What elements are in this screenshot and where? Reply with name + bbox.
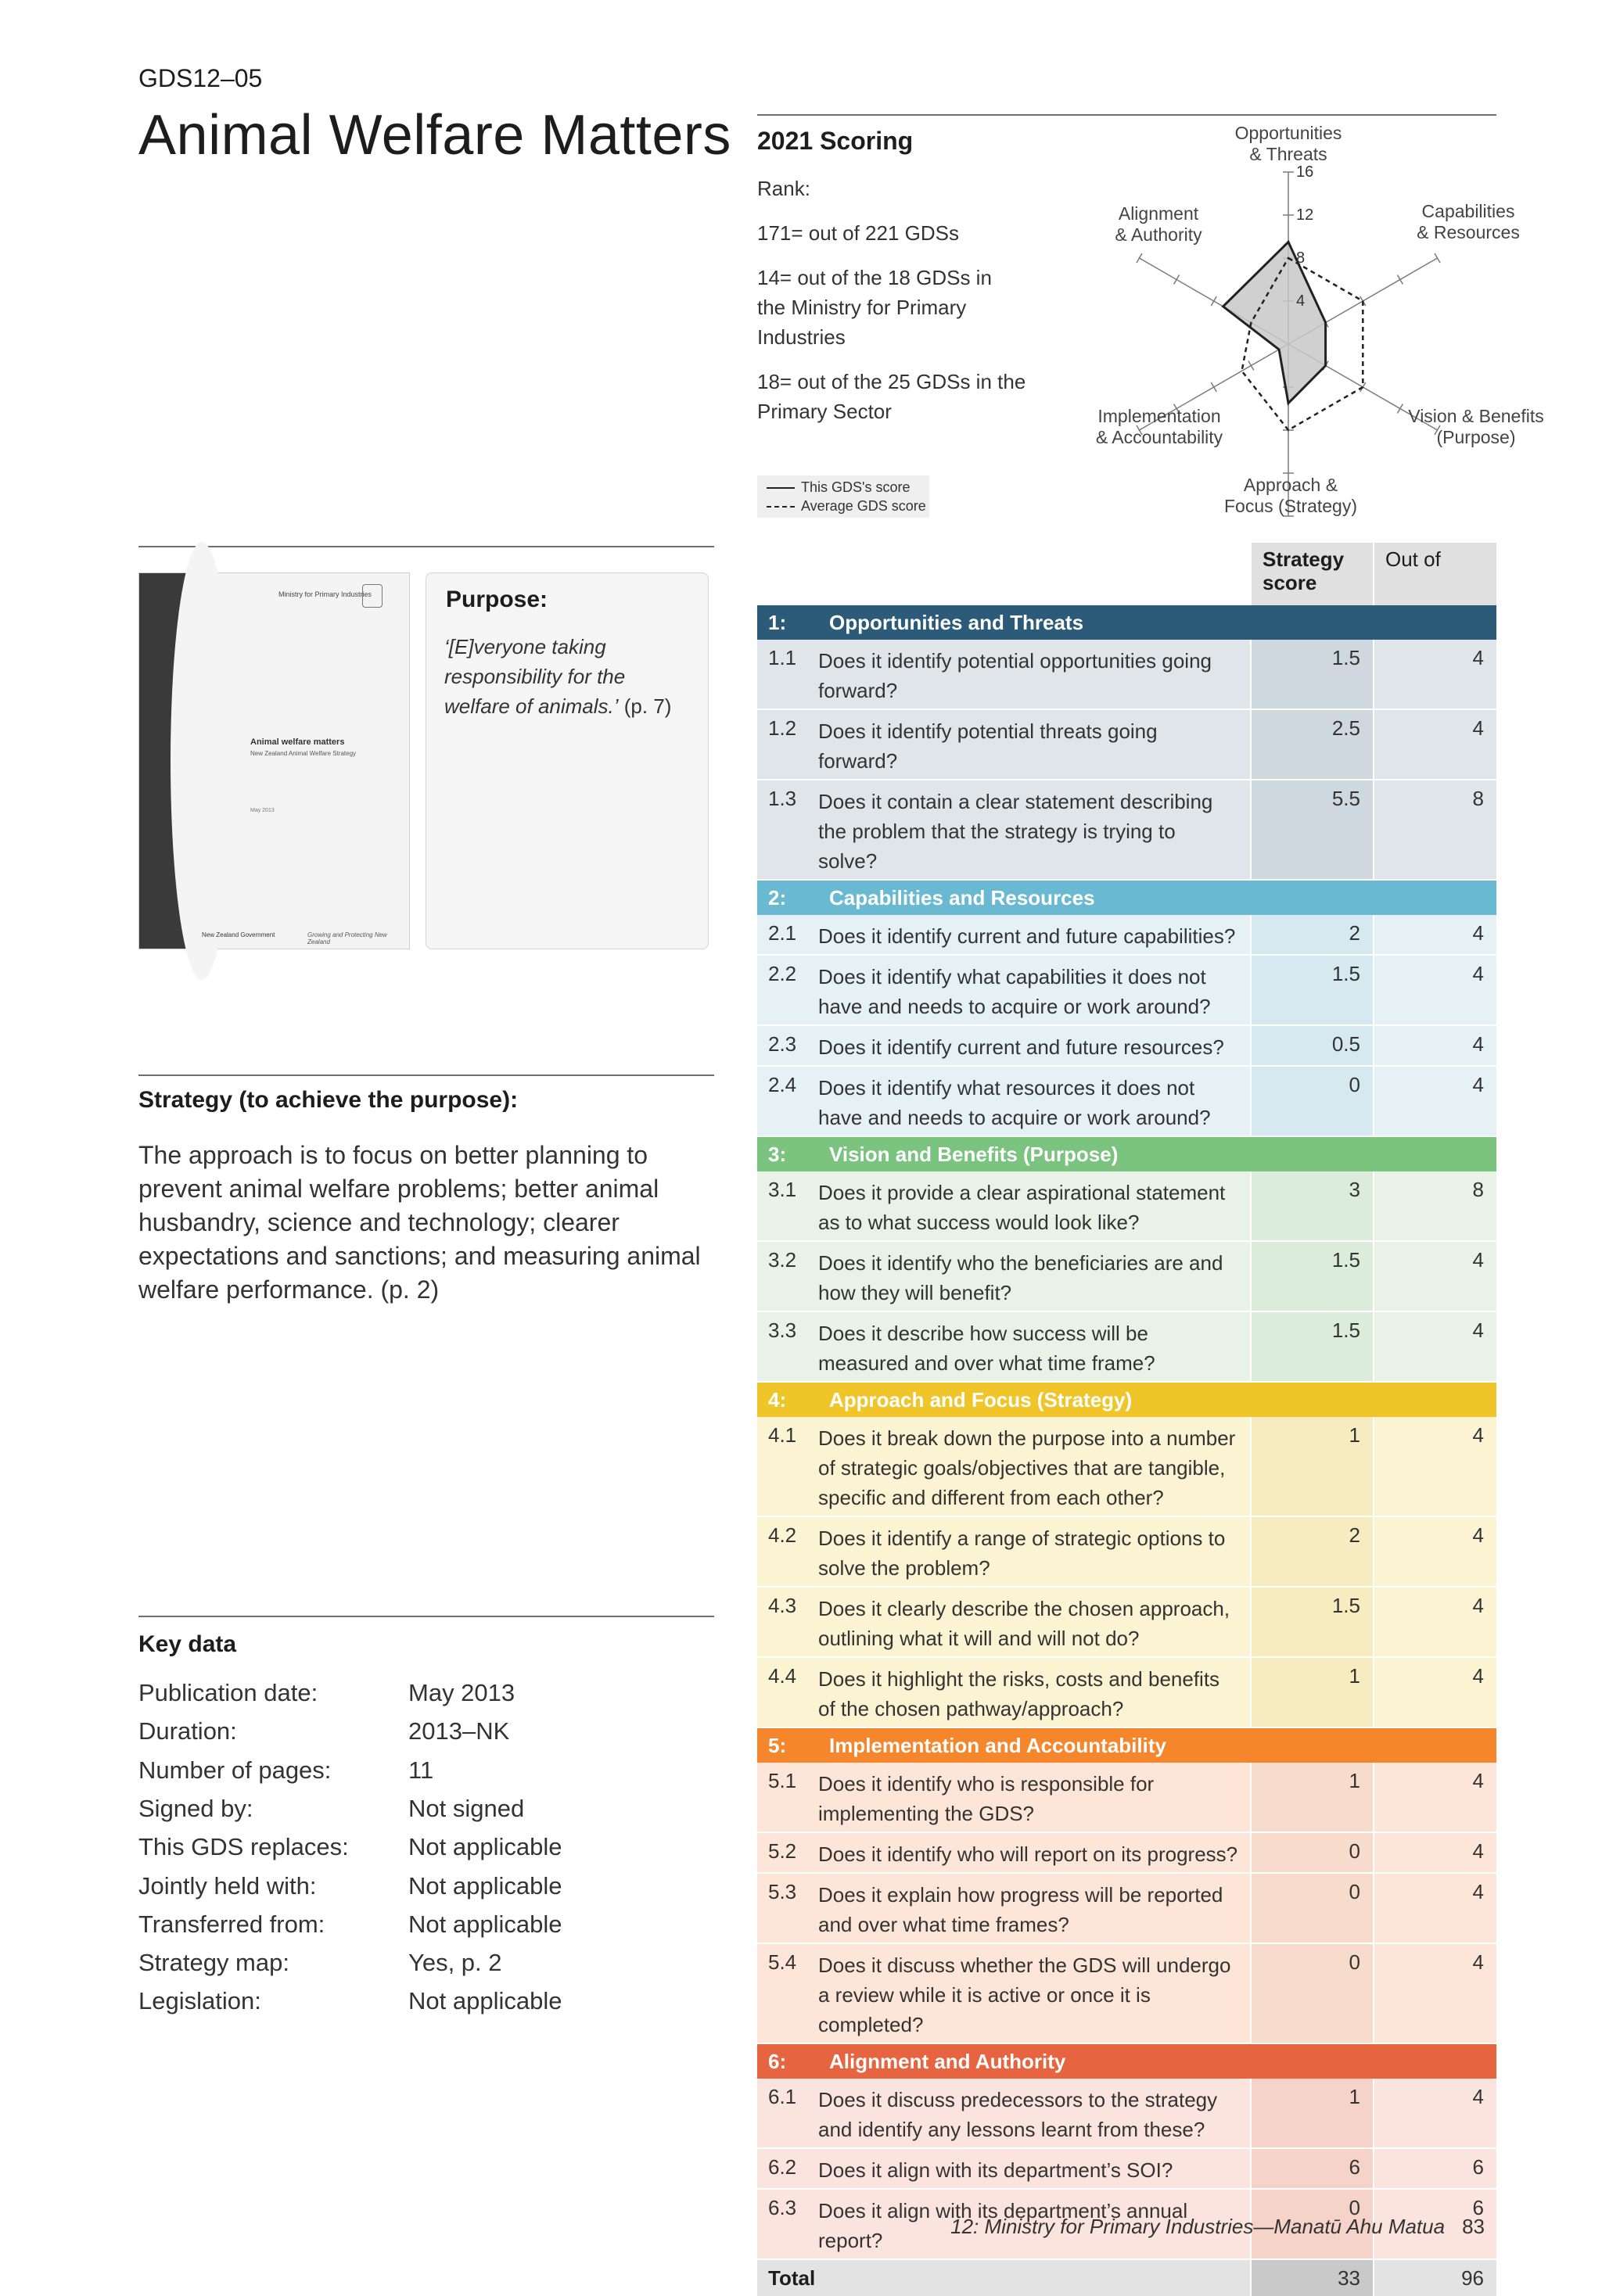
- key-data-key: Transferred from:: [138, 1910, 325, 1938]
- table-row: [757, 1587, 1496, 1657]
- section-title: Alignment and Authority: [829, 2050, 1066, 2073]
- strategy-score: 0.5: [1251, 1025, 1374, 1066]
- divider: [138, 1616, 714, 1617]
- question-text: Does it provide a clear aspirational statement as to what success would look like?: [818, 1171, 1251, 1241]
- section-header-row: [757, 1727, 1496, 1763]
- crest-icon: [362, 584, 383, 608]
- footer-text: 12: Ministry for Primary Industries—Manatū Ahu Matua: [950, 2215, 1446, 2238]
- table-row: [757, 1171, 1496, 1241]
- question-text: Does it explain how progress will be reported and over what time frames?: [818, 1873, 1251, 1943]
- table-row: [757, 1417, 1496, 1516]
- header-spacer: [757, 543, 1251, 605]
- out-of-value: 4: [1374, 1241, 1496, 1311]
- radar-axis-label: Capabilities & Resources: [1417, 201, 1520, 242]
- table-row: [757, 640, 1496, 709]
- cover-title: Animal welfare matters: [250, 737, 345, 747]
- page-title: Animal Welfare Matters: [138, 104, 731, 167]
- question-number: 5.2: [757, 1832, 818, 1873]
- table-row: [757, 1657, 1496, 1727]
- key-data-key: Strategy map:: [138, 1949, 289, 1977]
- question-number: 5.3: [757, 1873, 818, 1943]
- strategy-score: 2: [1251, 915, 1374, 955]
- radar-axis-label: Implementation & Accountability: [1095, 406, 1223, 447]
- strategy-score: 1.5: [1251, 1587, 1374, 1657]
- key-data-value: Not applicable: [408, 1987, 562, 2015]
- question-text: Does it identify who will report on its progress?: [818, 1832, 1251, 1873]
- question-text: Does it align with its department’s annual report?: [818, 2189, 1251, 2259]
- section-number: 6:: [768, 2050, 787, 2073]
- legend-label: This GDS's score: [801, 479, 911, 495]
- solid-line-swatch: [767, 487, 795, 489]
- radar-axis-label: Vision & Benefits (Purpose): [1408, 406, 1544, 447]
- table-row: [757, 2148, 1496, 2189]
- strategy-score: 3: [1251, 1171, 1374, 1241]
- strategy-score: 0: [1251, 1943, 1374, 2043]
- key-data-value: Not applicable: [408, 1910, 562, 1938]
- strategy-score: 2.5: [1251, 709, 1374, 780]
- out-of-value: 4: [1374, 709, 1496, 780]
- section-title: Approach and Focus (Strategy): [829, 1388, 1133, 1412]
- radar-series-this-score: [1223, 242, 1326, 403]
- table-row: [757, 1066, 1496, 1136]
- page-number: 83: [1462, 2215, 1485, 2238]
- section-number: 3:: [768, 1143, 787, 1166]
- question-number: 3.1: [757, 1171, 818, 1241]
- question-text: Does it identify what capabilities it does not have and needs to acquire or work around?: [818, 955, 1251, 1025]
- table-row: [757, 1241, 1496, 1311]
- question-text: Does it break down the purpose into a number of strategic goals/objectives that are tangible, specific and different from each other?: [818, 1417, 1251, 1516]
- question-number: 5.4: [757, 1943, 818, 2043]
- purpose-ref: (p. 7): [618, 694, 672, 718]
- key-data-value: 11: [408, 1756, 434, 1784]
- section-header-row: [757, 605, 1496, 640]
- question-number: 2.1: [757, 915, 818, 955]
- question-text: Does it identify potential threats going forward?: [818, 709, 1251, 780]
- rank-line: 14= out of the 18 GDSs in the Ministry for Primary Industries: [757, 266, 992, 349]
- legend-label: Average GDS score: [801, 498, 926, 514]
- section-number: 2:: [768, 886, 787, 909]
- strategy-score: 0: [1251, 1066, 1374, 1136]
- legend-item-this-score: [767, 478, 910, 497]
- total-score: 33: [1251, 2259, 1374, 2296]
- strategy-score: 5.5: [1251, 780, 1374, 880]
- strategy-score: 0: [1251, 1873, 1374, 1943]
- out-of-value: 4: [1374, 1066, 1496, 1136]
- page-footer: [950, 2215, 1485, 2239]
- strategy-score: 1.5: [1251, 1311, 1374, 1382]
- table-row: [757, 1832, 1496, 1873]
- out-of-value: 4: [1374, 1587, 1496, 1657]
- key-data-label: Key data: [138, 1631, 237, 1657]
- strategy-text: The approach is to focus on better planning to prevent animal welfare problems; better animal husbandry, science and technology; clearer expectations and sanctions; and measuring animal welfare performance. (p. 2): [138, 1141, 701, 1304]
- total-out-of: 96: [1374, 2259, 1496, 2296]
- section-title: Implementation and Accountability: [829, 1734, 1166, 1757]
- question-text: Does it identify potential opportunities going forward?: [818, 640, 1251, 709]
- column-header-strategy-score: Strategy score: [1251, 543, 1374, 605]
- table-row: [757, 1025, 1496, 1066]
- radar-tick-mark: [1248, 361, 1254, 370]
- question-text: Does it highlight the risks, costs and benefits of the chosen pathway/approach?: [818, 1657, 1251, 1727]
- out-of-value: 4: [1374, 1311, 1496, 1382]
- table-row: [757, 1311, 1496, 1382]
- section-title: Capabilities and Resources: [829, 886, 1095, 909]
- key-data-value: May 2013: [408, 1679, 515, 1706]
- total-label: Total: [768, 2266, 816, 2290]
- radar-tick-label: 12: [1296, 206, 1314, 224]
- question-text: Does it identify current and future capabilities?: [818, 915, 1251, 955]
- section-title: Vision and Benefits (Purpose): [829, 1143, 1119, 1166]
- table-row: [757, 1763, 1496, 1832]
- divider: [138, 546, 714, 547]
- out-of-value: 8: [1374, 1171, 1496, 1241]
- table-row: [757, 955, 1496, 1025]
- out-of-value: 4: [1374, 1873, 1496, 1943]
- radar-tick-mark: [1397, 404, 1403, 413]
- document-cover-thumbnail: [138, 572, 410, 949]
- table-row: [757, 1873, 1496, 1943]
- cover-footer-left: New Zealand Government: [202, 931, 275, 938]
- question-number: 1.3: [757, 780, 818, 880]
- cover-ministry: Ministry for Primary Industries: [278, 590, 372, 598]
- rank-line: 18= out of the 25 GDSs in the Primary Sector: [757, 370, 1026, 423]
- strategy-score: 1.5: [1251, 640, 1374, 709]
- strategy-score: 1: [1251, 1657, 1374, 1727]
- purpose-text: [444, 632, 695, 721]
- purpose-card: [426, 572, 709, 949]
- question-number: 1.2: [757, 709, 818, 780]
- section-header-row: [757, 2043, 1496, 2079]
- question-text: Does it describe how success will be measured and over what time frame?: [818, 1311, 1251, 1382]
- section-header-row: [757, 1136, 1496, 1171]
- radar-axis-label: Opportunities & Threats: [1234, 123, 1342, 164]
- radar-axis-label: Approach & Focus (Strategy): [1224, 475, 1357, 516]
- out-of-value: 4: [1374, 1516, 1496, 1587]
- table-row: [757, 709, 1496, 780]
- strategy-score: 1: [1251, 1417, 1374, 1516]
- question-number: 6.2: [757, 2148, 818, 2189]
- strategy-score: 1.5: [1251, 1241, 1374, 1311]
- radar-axis-label: Alignment & Authority: [1115, 203, 1202, 245]
- out-of-value: 6: [1374, 2189, 1496, 2259]
- question-text: Does it identify a range of strategic options to solve the problem?: [818, 1516, 1251, 1587]
- column-header-out-of: Out of: [1374, 543, 1496, 605]
- strategy-score: 1.5: [1251, 955, 1374, 1025]
- cover-curve: [171, 542, 233, 980]
- section-number: 1:: [768, 611, 787, 634]
- radar-tick-mark: [1397, 274, 1403, 284]
- table-column-header-row: [757, 543, 1496, 605]
- question-text: Does it discuss whether the GDS will undergo a review while it is active or once it is completed?: [818, 1943, 1251, 2043]
- total-row: [757, 2259, 1496, 2296]
- key-data-value: Not applicable: [408, 1871, 562, 1900]
- out-of-value: 4: [1374, 955, 1496, 1025]
- strategy-score: 1: [1251, 2079, 1374, 2148]
- key-data-value: Not signed: [408, 1794, 525, 1822]
- out-of-value: 4: [1374, 2079, 1496, 2148]
- question-number: 3.3: [757, 1311, 818, 1382]
- out-of-value: 4: [1374, 1832, 1496, 1873]
- table-row: [757, 2079, 1496, 2148]
- out-of-value: 8: [1374, 780, 1496, 880]
- radar-tick-label: 4: [1296, 292, 1306, 310]
- purpose-quote: ‘[E]veryone taking responsibility for the welfare of animals.’: [444, 635, 626, 718]
- radar-tick-mark: [1137, 253, 1142, 263]
- question-number: 4.3: [757, 1587, 818, 1657]
- key-data-key: Duration:: [138, 1717, 237, 1745]
- table-row: [757, 1516, 1496, 1587]
- question-text: Does it clearly describe the chosen approach, outlining what it will and will not do?: [818, 1587, 1251, 1657]
- key-data-key: Signed by:: [138, 1794, 253, 1822]
- question-number: 2.2: [757, 955, 818, 1025]
- section-header-row: [757, 880, 1496, 915]
- cover-date: May 2013: [250, 808, 275, 813]
- question-number: 6.3: [757, 2189, 818, 2259]
- section-header-row: [757, 1382, 1496, 1417]
- radar-tick-label: 8: [1296, 249, 1306, 267]
- out-of-value: 4: [1374, 1657, 1496, 1727]
- purpose-label: Purpose:: [446, 587, 548, 612]
- key-data-key: Jointly held with:: [138, 1871, 317, 1900]
- radar-tick-mark: [1211, 382, 1216, 392]
- out-of-value: 4: [1374, 1943, 1496, 2043]
- divider: [138, 1074, 714, 1076]
- table-row: [757, 780, 1496, 880]
- question-number: 4.2: [757, 1516, 818, 1587]
- strategy-score: 1: [1251, 1763, 1374, 1832]
- table-row: [757, 915, 1496, 955]
- question-number: 4.1: [757, 1417, 818, 1516]
- out-of-value: 4: [1374, 1417, 1496, 1516]
- key-data-value: Not applicable: [408, 1833, 562, 1861]
- question-number: 1.1: [757, 640, 818, 709]
- divider: [757, 114, 1496, 116]
- question-text: Does it identify current and future resources?: [818, 1025, 1251, 1066]
- document-code: GDS12–05: [138, 64, 263, 92]
- question-number: 2.3: [757, 1025, 818, 1066]
- out-of-value: 6: [1374, 2148, 1496, 2189]
- section-number: 4:: [768, 1388, 787, 1412]
- question-text: Does it align with its department’s SOI?: [818, 2148, 1251, 2189]
- key-data-key: Legislation:: [138, 1987, 261, 2015]
- radar-tick-mark: [1211, 296, 1216, 306]
- scoring-title: 2021 Scoring: [757, 127, 914, 155]
- key-data-value: 2013–NK: [408, 1717, 510, 1745]
- scoring-table: [757, 543, 1496, 2296]
- strategy-score: 0: [1251, 1832, 1374, 1873]
- section-title: Opportunities and Threats: [829, 611, 1084, 634]
- question-number: 5.1: [757, 1763, 818, 1832]
- question-number: 2.4: [757, 1066, 818, 1136]
- radar-tick-mark: [1174, 274, 1180, 284]
- question-text: Does it discuss predecessors to the strategy and identify any lessons learnt from these?: [818, 2079, 1251, 2148]
- out-of-value: 4: [1374, 640, 1496, 709]
- rank-line: 171= out of 221 GDSs: [757, 221, 960, 245]
- question-number: 4.4: [757, 1657, 818, 1727]
- strategy-score: 2: [1251, 1516, 1374, 1587]
- rank-label: Rank:: [757, 177, 810, 200]
- strategy-score: 0: [1251, 2189, 1374, 2259]
- question-text: Does it identify who is responsible for implementing the GDS?: [818, 1763, 1251, 1832]
- question-number: 3.2: [757, 1241, 818, 1311]
- dashed-line-swatch: [767, 506, 795, 508]
- radar-tick-label: 16: [1296, 163, 1314, 181]
- section-number: 5:: [768, 1734, 787, 1757]
- question-text: Does it contain a clear statement describing the problem that the strategy is trying to solve?: [818, 780, 1251, 880]
- cover-footer-right: Growing and Protecting New Zealand: [307, 931, 387, 945]
- key-data-key: Publication date:: [138, 1679, 318, 1706]
- strategy-label: Strategy (to achieve the purpose):: [138, 1087, 519, 1113]
- question-text: Does it identify who the beneficiaries are and how they will benefit?: [818, 1241, 1251, 1311]
- table-row: [757, 1943, 1496, 2043]
- radar-tick-mark: [1435, 253, 1440, 263]
- radar-chart: [1079, 117, 1544, 532]
- chart-legend: [757, 475, 929, 518]
- out-of-value: 4: [1374, 1763, 1496, 1832]
- key-data-key: Number of pages:: [138, 1756, 332, 1784]
- out-of-value: 4: [1374, 915, 1496, 955]
- legend-item-average-score: [767, 497, 926, 515]
- key-data-key: This GDS replaces:: [138, 1833, 349, 1861]
- out-of-value: 4: [1374, 1025, 1496, 1066]
- rank-block: [757, 174, 1047, 441]
- question-text: Does it identify what resources it does not have and needs to acquire or work around?: [818, 1066, 1251, 1136]
- question-number: 6.1: [757, 2079, 818, 2148]
- cover-subtitle: New Zealand Animal Welfare Strategy: [250, 750, 357, 757]
- key-data-value: Yes, p. 2: [408, 1949, 502, 1977]
- strategy-score: 6: [1251, 2148, 1374, 2189]
